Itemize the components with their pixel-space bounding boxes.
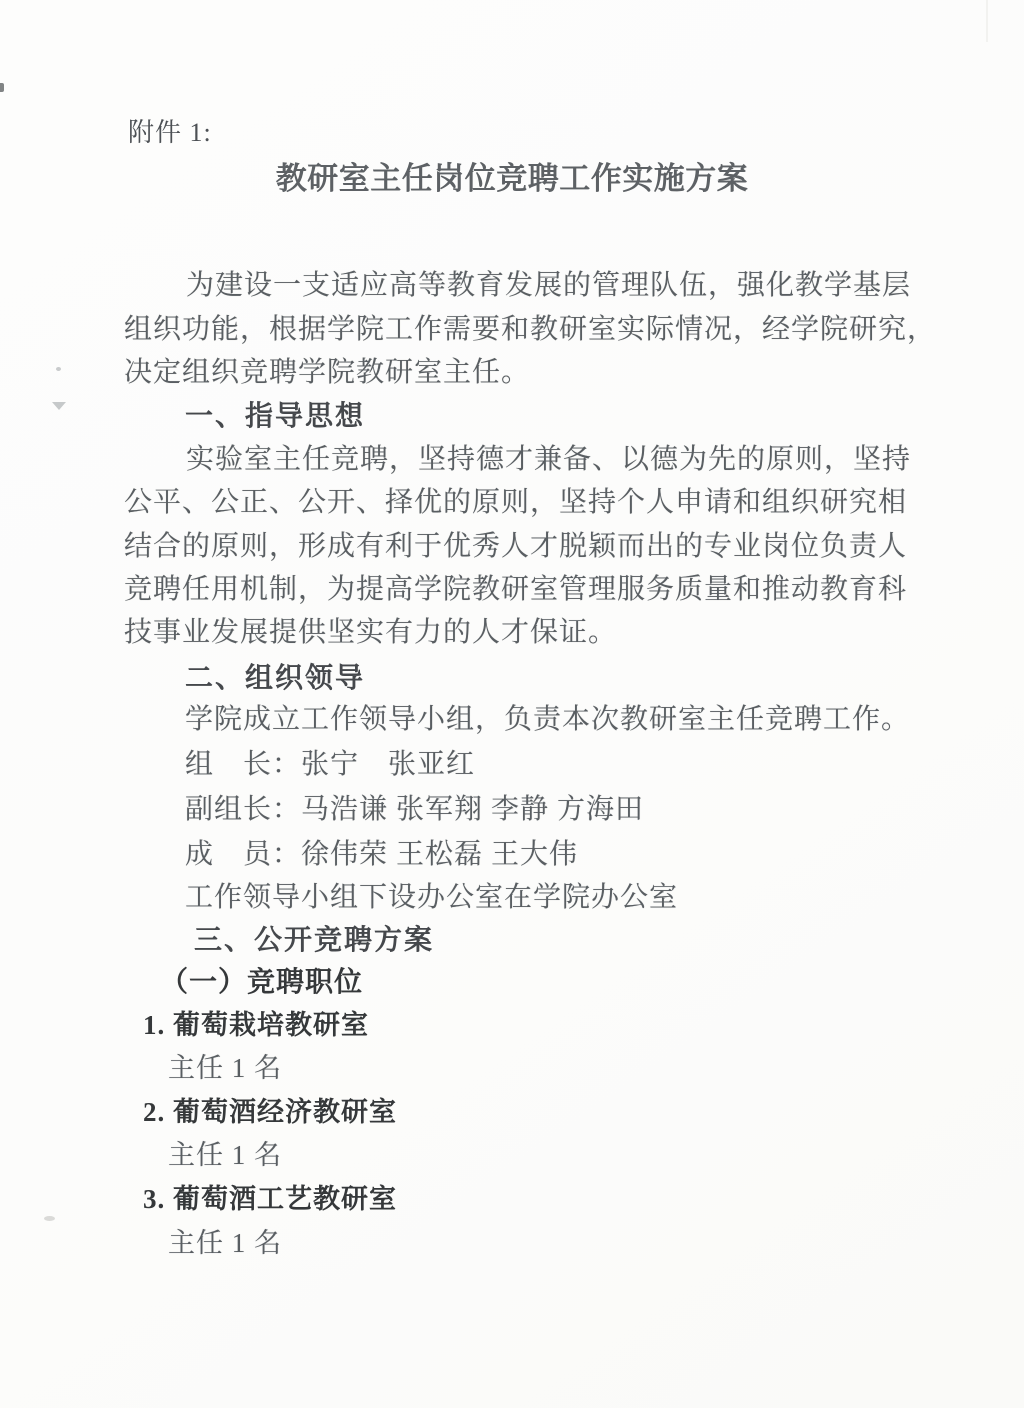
section2-heading: 二、组织领导 bbox=[185, 662, 366, 693]
members-line: 成 员：徐伟荣 王松磊 王大伟 bbox=[185, 839, 579, 870]
position-item-2: 2. 葡萄酒经济教研室 bbox=[143, 1097, 397, 1127]
intro-line-1: 为建设一支适应高等教育发展的管理队伍，强化教学基层 bbox=[186, 270, 912, 301]
position-item-1: 1. 葡萄栽培教研室 bbox=[143, 1010, 369, 1040]
office-line: 工作领导小组下设办公室在学院办公室 bbox=[185, 882, 679, 913]
position-quota-2: 主任 1 名 bbox=[168, 1140, 282, 1170]
group-leader-line: 组 长：张宁 张亚红 bbox=[185, 749, 476, 780]
intro-line-3: 决定组织竞聘学院教研室主任。 bbox=[124, 357, 531, 388]
position-quota-1: 主任 1 名 bbox=[168, 1053, 282, 1083]
scan-chevron-artifact bbox=[52, 402, 66, 410]
scan-edge-blot bbox=[0, 83, 4, 92]
section2-intro-line: 学院成立工作领导小组，负责本次教研室主任竞聘工作。 bbox=[185, 704, 911, 735]
document-title: 教研室主任岗位竞聘工作实施方案 bbox=[275, 161, 749, 196]
position-quota-3: 主任 1 名 bbox=[168, 1228, 282, 1258]
scan-vertical-line-artifact bbox=[986, 0, 988, 42]
position-item-3: 3. 葡萄酒工艺教研室 bbox=[143, 1184, 397, 1214]
intro-line-2: 组织功能，根据学院工作需要和教研室实际情况，经学院研究， bbox=[124, 314, 937, 345]
section1-heading: 一、指导思想 bbox=[185, 400, 366, 431]
section1-line-3: 结合的原则，形成有利于优秀人才脱颖而出的专业岗位负责人 bbox=[124, 531, 908, 562]
attachment-label: 附件 1: bbox=[128, 118, 212, 147]
section1-line-2: 公平、公正、公开、择优的原则，坚持个人申请和组织研究相 bbox=[124, 487, 908, 518]
section3-heading: 三、公开竞聘方案 bbox=[194, 924, 435, 955]
scan-dot-artifact bbox=[56, 367, 61, 371]
deputy-leader-line: 副组长：马浩谦 张军翔 李静 方海田 bbox=[185, 794, 645, 825]
subsection1-heading: （一）竞聘职位 bbox=[160, 967, 364, 998]
section1-line-5: 技事业发展提供坚实有力的人才保证。 bbox=[124, 617, 618, 648]
scan-smudge-artifact bbox=[44, 1216, 55, 1221]
section1-line-4: 竞聘任用机制，为提高学院教研室管理服务质量和推动教育科 bbox=[124, 574, 908, 605]
section1-line-1: 实验室主任竞聘，坚持德才兼备、以德为先的原则，坚持 bbox=[186, 444, 912, 475]
